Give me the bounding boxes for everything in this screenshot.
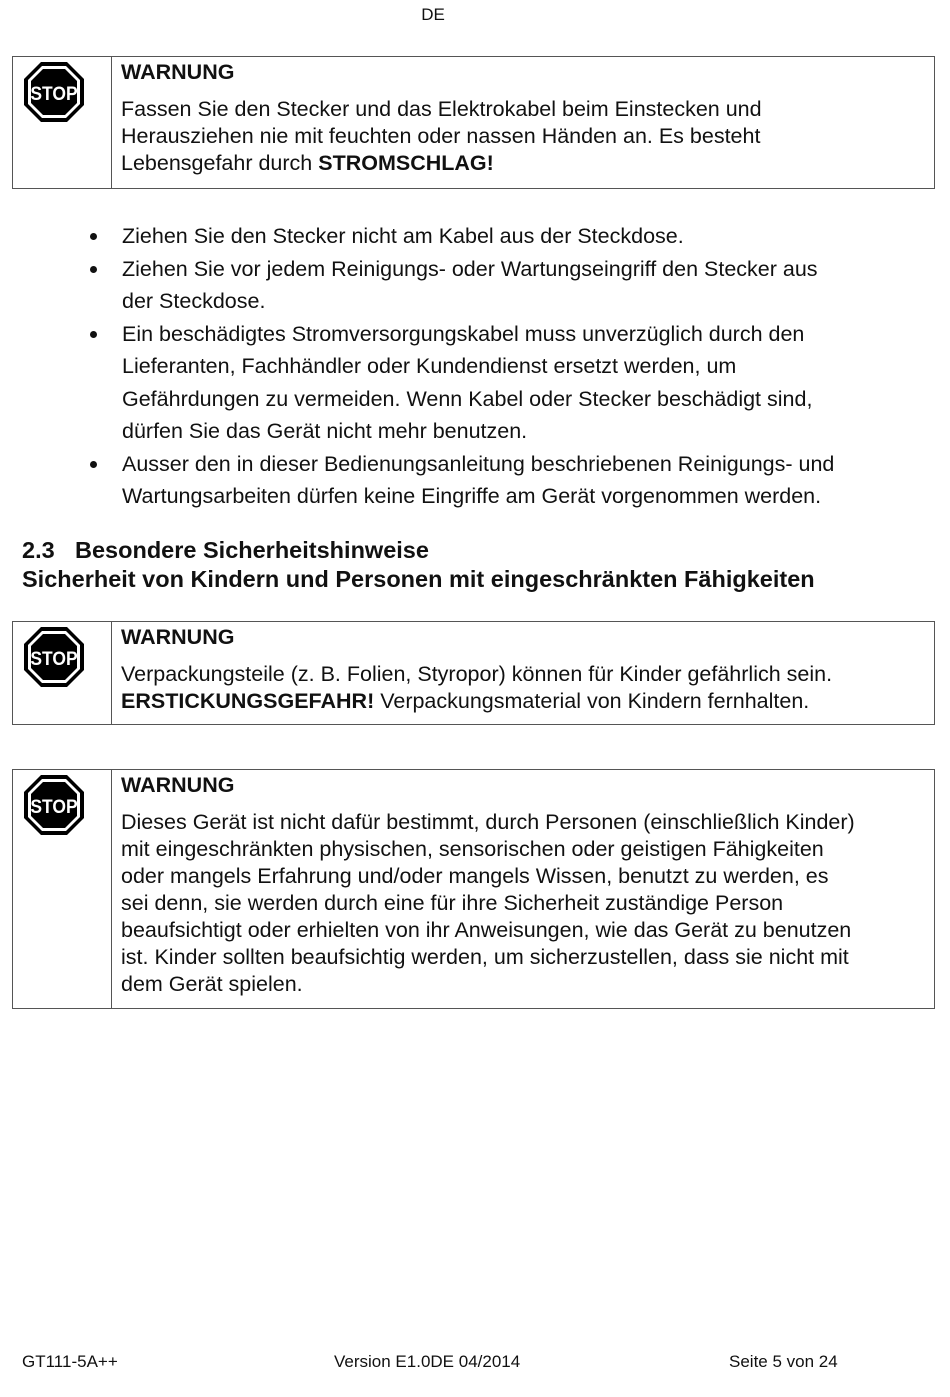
- section-heading: [22, 536, 815, 594]
- footer-model: GT111-5A++: [22, 1352, 118, 1371]
- list-item: Ziehen Sie vor jedem Reinigungs- oder Wartungseingriff den Stecker aus der Steckdose.: [86, 253, 906, 318]
- list-item: Ein beschädigtes Stromversorgungskabel muss unverzüglich durch den Lieferanten, Fachhändler oder Kundendienst ersetzt werden, um Gefährdungen zu vermeiden. Wenn Kabel oder Stecker beschädigt sind, dürfen Sie das Gerät nicht mehr benutzen.: [86, 318, 906, 448]
- warning-text: Dieses Gerät ist nicht dafür bestimmt, durch Personen (einschließlich Kinder) mit eingeschränkten physischen, sensorischen oder geistigen Fähigkeiten oder mangels Erfahrung und/oder mangels Wissen, benutzt zu werden, es sei denn, sie werden durch eine für ihre Sicherheit zuständige Person beaufsichtigt oder erhielten von ihr Anweisungen, wie das Gerät zu benutzen ist. Kinder sollten beaufsichtig werden, um sicherzustellen, dass sie nicht mit dem Gerät spielen.: [121, 810, 855, 996]
- stop-sign-label: STOP: [30, 82, 78, 105]
- footer-version: Version E1.0DE 04/2014: [334, 1352, 521, 1371]
- section-subtitle: Sicherheit von Kindern und Personen mit eingeschränkten Fähigkeiten: [22, 566, 815, 592]
- warning-text: Fassen Sie den Stecker und das Elektrokabel beim Einstecken und Herausziehen nie mit feuchten oder nassen Händen an. Es besteht Lebensgefahr durch STROMSCHLAG!: [121, 97, 762, 175]
- warning-title: WARNUNG: [121, 773, 235, 797]
- warning-box-electric-shock: [12, 56, 935, 189]
- page-language-header: DE: [421, 5, 445, 24]
- footer-page-number: Seite 5 von 24: [729, 1352, 838, 1371]
- stop-sign-label: STOP: [30, 647, 78, 670]
- list-item: Ausser den in dieser Bedienungsanleitung beschriebenen Reinigungs- und Wartungsarbeiten dürfen keine Eingriffe am Gerät vorgenommen werden.: [86, 448, 906, 513]
- stop-sign-icon: [23, 61, 85, 123]
- warning-title: WARNUNG: [121, 60, 235, 84]
- warning-box-suffocation: [12, 621, 935, 725]
- section-title: Besondere Sicherheitshinweise: [75, 537, 429, 563]
- section-number: 2.3: [22, 537, 55, 563]
- stop-sign-icon: [23, 774, 85, 836]
- warning-text: Verpackungsteile (z. B. Folien, Styropor) können für Kinder gefährlich sein. ERSTICKUNGSGEFAHR! Verpackungsmaterial von Kindern fernhalten.: [121, 662, 833, 713]
- warning-title: WARNUNG: [121, 625, 235, 649]
- warning-box-restricted-persons: [12, 769, 935, 1009]
- stop-sign-icon: [23, 626, 85, 688]
- stop-sign-label: STOP: [30, 795, 78, 818]
- list-item: Ziehen Sie den Stecker nicht am Kabel aus der Steckdose.: [86, 220, 906, 253]
- safety-bullet-list: [86, 220, 906, 513]
